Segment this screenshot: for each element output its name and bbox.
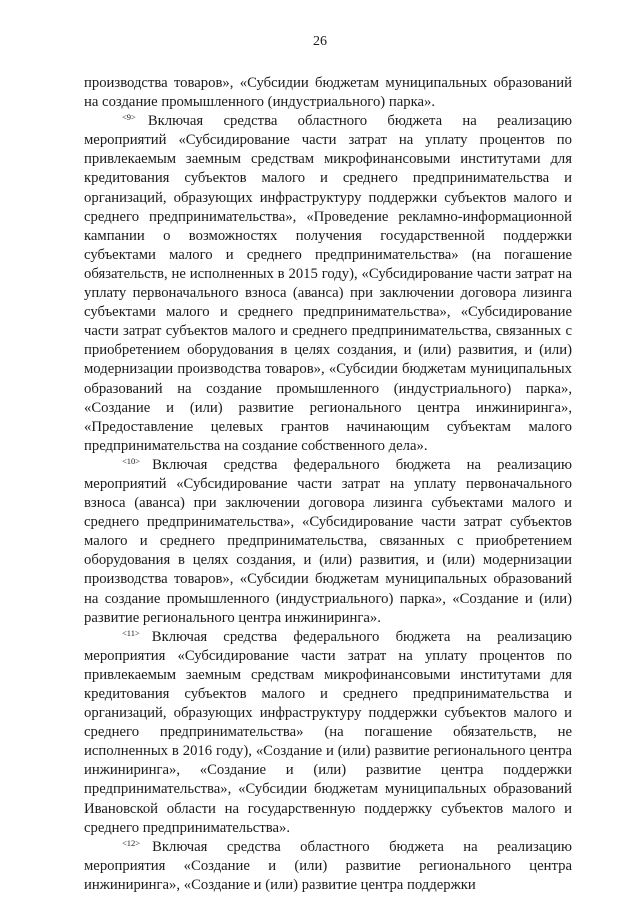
footnote-paragraph-10	[84, 456, 572, 628]
footnote-paragraph-9	[84, 112, 572, 456]
paragraph-text: Включая средства областного бюджета на реализацию мероприятия «Создание и (или) развитие регионального центра инжиниринга», «Создание и (или) развитие центра поддержки	[84, 838, 572, 893]
paragraph-text: Включая средства федерального бюджета на реализацию мероприятий «Субсидирование части затрат на уплату первоначального взноса (аванса) при заключении договора лизинга субъектами малого и среднего предпринимательства», «Субсидирование части затрат субъектов малого и среднего предпринимательства, связанных с приобретением оборудования в целях создания, и (или) развития, и (или) модернизации производства товаров», «Субсидии бюджетам муниципальных образований на создание промышленного (индустриального) парка», «Создание и (или) развитие регионального центра инжиниринга».	[84, 456, 572, 626]
footnote-marker: <12>	[122, 837, 141, 848]
paragraph-text: Включая средства областного бюджета на реализацию мероприятий «Субсидирование части затрат на уплату процентов по привлекаемым заемным средствам микрофинансовыми институтами для кредитования субъектов малого и среднего предпринимательства и организаций, образующих инфраструктуру поддержки субъектов малого и среднего предпринимательства», «Проведение рекламно-информационной кампании о возможностях получения государственной поддержки субъектами малого и среднего предпринимательства» (на погашение обязательств, не исполненных в 2015 году), «Субсидирование части затрат на уплату первоначального взноса (аванса) при заключении договора лизинга субъектами малого и среднего предпринимательства», «Субсидирование части затрат субъектов малого и среднего предпринимательства, связанных с приобретением оборудования в целях создания, и (или) развития, и (или) модернизации производства товаров», «Субсидии бюджетам муниципальных образований на создание промышленного (индустриального) парка», «Создание и (или) развитие регионального центра инжиниринга», «Предоставление целевых грантов начинающим субъектам малого предпринимательства на создание собственного дела».	[84, 113, 572, 454]
footnote-marker: <11>	[122, 627, 140, 638]
document-body	[84, 74, 572, 895]
footnote-paragraph-12	[84, 838, 572, 895]
footnote-marker: <9>	[122, 112, 136, 123]
footnote-marker: <10>	[122, 455, 141, 466]
footnote-paragraph-11	[84, 628, 572, 838]
paragraph-continuation	[84, 74, 572, 112]
paragraph-text: производства товаров», «Субсидии бюджетам муниципальных образований на создание промышленного (индустриального) парка».	[84, 75, 572, 111]
paragraph-text: Включая средства федерального бюджета на реализацию мероприятия «Субсидирование части затрат на уплату процентов по привлекаемым заемным средствам микрофинансовыми институтами для кредитования субъектов малого и среднего предпринимательства и организаций, образующих инфраструктуру поддержки субъектов малого и среднего предпринимательства» (на погашение обязательств, не исполненных в 2016 году), «Создание и (или) развитие регионального центра инжиниринга», «Создание и (или) развитие центра поддержки предпринимательства», «Субсидии бюджетам муниципальных образований Ивановской области на государственную поддержку субъектов малого и среднего предпринимательства».	[84, 628, 572, 836]
page-number: 26	[313, 34, 327, 49]
